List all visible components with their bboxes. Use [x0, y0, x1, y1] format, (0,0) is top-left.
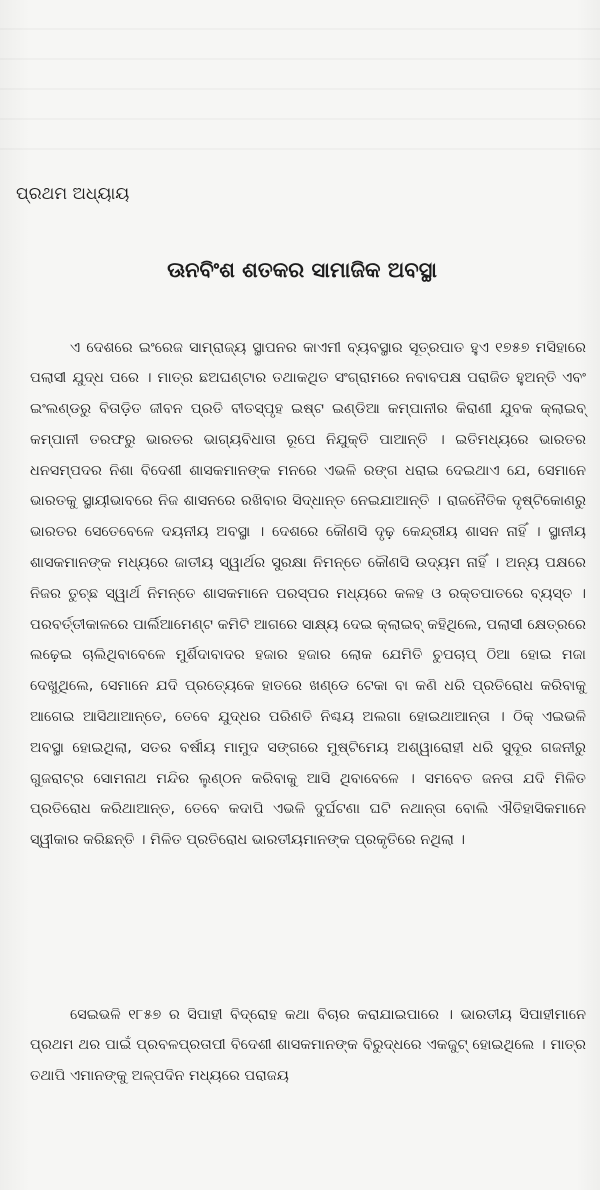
body-paragraph: ଏ ଦେଶରେ ଇଂରେଜ ସାମ୍ରାଜ୍ୟ ସ୍ଥାପନର କାଏମୀ ବ୍ୟବସ୍ଥାର ସୂତ୍ରପାତ ହୁଏ ୧୭୫୭ ମସିହାରେ ପଲାସୀ ଯୁଦ୍ଧ ପରେ । ମାତ୍ର ଛଅଘଣ୍ଟାର ତଥାକଥିତ ସଂଗ୍ରାମରେ ନବାବପକ୍ଷ ପରାଜିତ ହୁଅନ୍ତି ଏବଂ ଇଂଲଣ୍ଡରୁ ବିତାଡ଼ିତ ଜୀବନ ପ୍ରତି ବୀତସ୍ପୃହ ଇଷ୍ଟ ଇଣ୍ଡିଆ କମ୍ପାନୀର କିରାଣୀ ଯୁବକ କ୍ଲାଇବ୍ କମ୍ପାନୀ ତରଫରୁ ଭାରତର ଭାଗ୍ୟବିଧାତା ରୂପେ ନିଯୁକ୍ତି ପାଆନ୍ତି । ଇତିମଧ୍ୟରେ ଭାରତର ଧନସମ୍ପଦର ନିଶା ବିଦେଶୀ ଶାସକମାନଙ୍କ ମନରେ ଏଭଳି ରଙ୍ଗ ଧରାଇ ଦେଇଥାଏ ଯେ, ସେମାନେ ଭାରତକୁ ସ୍ଥାୟୀଭାବରେ ନିଜ ଶାସନରେ ରଖିବାର ସିଦ୍ଧାନ୍ତ ନେଇଯାଆନ୍ତି । ରାଜନୈତିକ ଦୃଷ୍ଟିକୋଣରୁ ଭାରତର ସେତେବେଳେ ଦୟନୀୟ ଅବସ୍ଥା । ଦେଶରେ କୌଣସି ଦୃଢ଼ କେନ୍ଦ୍ରୀୟ ଶାସନ ନାହିଁ । ସ୍ଥାନୀୟ ଶାସକମାନଙ୍କ ମଧ୍ୟରେ ଜାତୀୟ ସ୍ୱାର୍ଥର ସୁରକ୍ଷା ନିମନ୍ତେ କୌଣସି ଉଦ୍ୟମ ନାହିଁ । ଅନ୍ୟ ପକ୍ଷରେ ନିଜର ତୁଚ୍ଛ ସ୍ୱାର୍ଥ ନିମନ୍ତେ ଶାସକମାନେ ପରସ୍ପର ମଧ୍ୟରେ କଳହ ଓ ରକ୍ତପାତରେ ବ୍ୟସ୍ତ । ପରବର୍ତ୍ତୀକାଳରେ ପାର୍ଲିଆମେଣ୍ଟ କମିଟି ଆଗରେ ସାକ୍ଷ୍ୟ ଦେଇ କ୍ଲାଇବ୍ କହିଥିଲେ, ପଲାସୀ କ୍ଷେତ୍ରରେ ଲଢ଼େଇ ଚାଲିଥିବାବେଳେ ମୁର୍ଶିଦାବାଦର ହଜାର ହଜାର ଲୋକ ଯେମିତି ଚୁପଚାପ୍ ଠିଆ ହୋଇ ମଜା ଦେଖୁଥିଲେ, ସେମାନେ ଯଦି ପ୍ରତ୍ୟେକେ ହାତରେ ଖଣ୍ଡେ ଟେକା ବା କଣି ଧରି ପ୍ରତିରୋଧ କରିବାକୁ ଆଗେଇ ଆସିଥାଆନ୍ତେ, ତେବେ ଯୁଦ୍ଧର ପରିଣତି ନିଶ୍ଚୟ ଅଲଗା ହୋଇଥାଆନ୍ତା । ଠିକ୍ ଏଇଭଳି ଅବସ୍ଥା ହୋଇଥିଲା, ସତର ବର୍ଷୀୟ ମାମୁଦ ସଙ୍ଗରେ ମୁଷ୍ଟିମେୟ ଅଶ୍ୱାରୋହୀ ଧରି ସୁଦୂର ଗଜନୀରୁ ଗୁଜରାଟ୍ର ସୋମନାଥ ମନ୍ଦିର ଲୁଣ୍ଠନ କରିବାକୁ ଆସି ଥିବାବେଳେ । ସମବେତ ଜନତା ଯଦି ମିଳିତ ପ୍ରତିରୋଧ କରିଥାଆନ୍ତ, ତେବେ କଦାପି ଏଭଳି ଦୁର୍ଘଟଣା ଘଟି ନଥାନ୍ତା ବୋଲି ଐତିହାସିକମାନେ ସ୍ୱୀକାର କରିଛନ୍ତି । ମିଳିତ ପ୍ରତିରୋଧ ଭାରତୀୟମାନଙ୍କ ପ୍ରକୃତିରେ ନଥିଲା ।: [30, 339, 586, 849]
body-paragraph: ସେଇଭଳି ୧୮୫୭ ର ସିପାହୀ ବିଦ୍ରୋହ କଥା ବିଚାର କରାଯାଇପାରେ । ଭାରତୀୟ ସିପାହୀମାନେ ପ୍ରଥମ ଥର ପାଇଁ ପ୍ରବଳପ୍ରତାପୀ ବିଦେଶୀ ଶାସକମାନଙ୍କ ବିରୁଦ୍ଧରେ ଏକଜୁଟ୍ ହୋଇଥିଲେ । ମାତ୍ର ତଥାପି ଏମାନଙ୍କୁ ଅଳ୍ପଦିନ ମଧ୍ୟରେ ପରାଜୟ: [30, 1006, 586, 1085]
bleed-through-shadow: [0, 0, 600, 150]
chapter-title: ଊନବିଂଶ ଶତକର ସାମାଜିକ ଅବସ୍ଥା: [167, 258, 437, 282]
chapter-heading: ପ୍ରଥମ ଅଧ୍ୟାୟ: [16, 184, 130, 204]
